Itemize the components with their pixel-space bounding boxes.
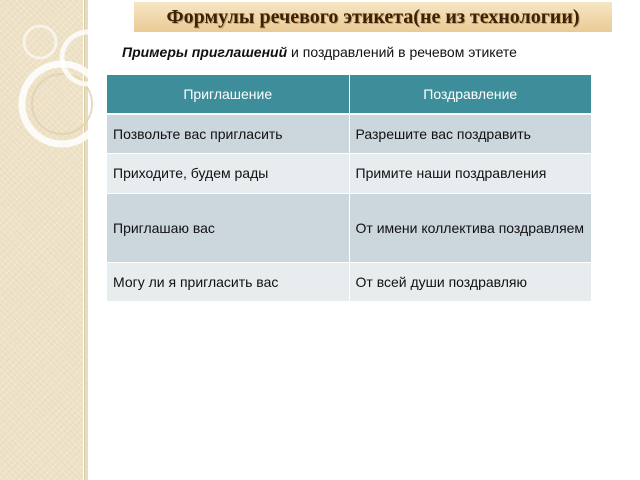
invitation-cell: Приходите, будем рады [107,154,349,194]
table-row [107,263,591,302]
congratulation-cell: Разрешите вас поздравить [349,114,591,154]
etiquette-table [107,75,591,302]
subtitle-bold: Примеры приглашений [122,44,288,60]
table-row [107,154,591,194]
invitation-cell: Позвольте вас пригласить [107,114,349,154]
congratulation-cell: От всей души поздравляю [349,263,591,302]
subtitle-rest: и поздравлений в речевом этикете [287,44,517,60]
subtitle [122,44,517,60]
congratulation-cell: Примите наши поздравления [349,154,591,194]
congratulation-cell: От имени коллектива поздравляем [349,194,591,263]
table-row [107,114,591,154]
table-row [107,194,591,263]
invitation-cell: Приглашаю вас [107,194,349,263]
header-congratulation: Поздравление [349,75,591,114]
header-invitation: Приглашение [107,75,349,114]
invitation-cell: Могу ли я пригласить вас [107,263,349,302]
table-header-row [107,75,591,114]
title-bar [134,2,612,32]
page-title: Формулы речевого этикета(не из технологии) [166,5,580,28]
